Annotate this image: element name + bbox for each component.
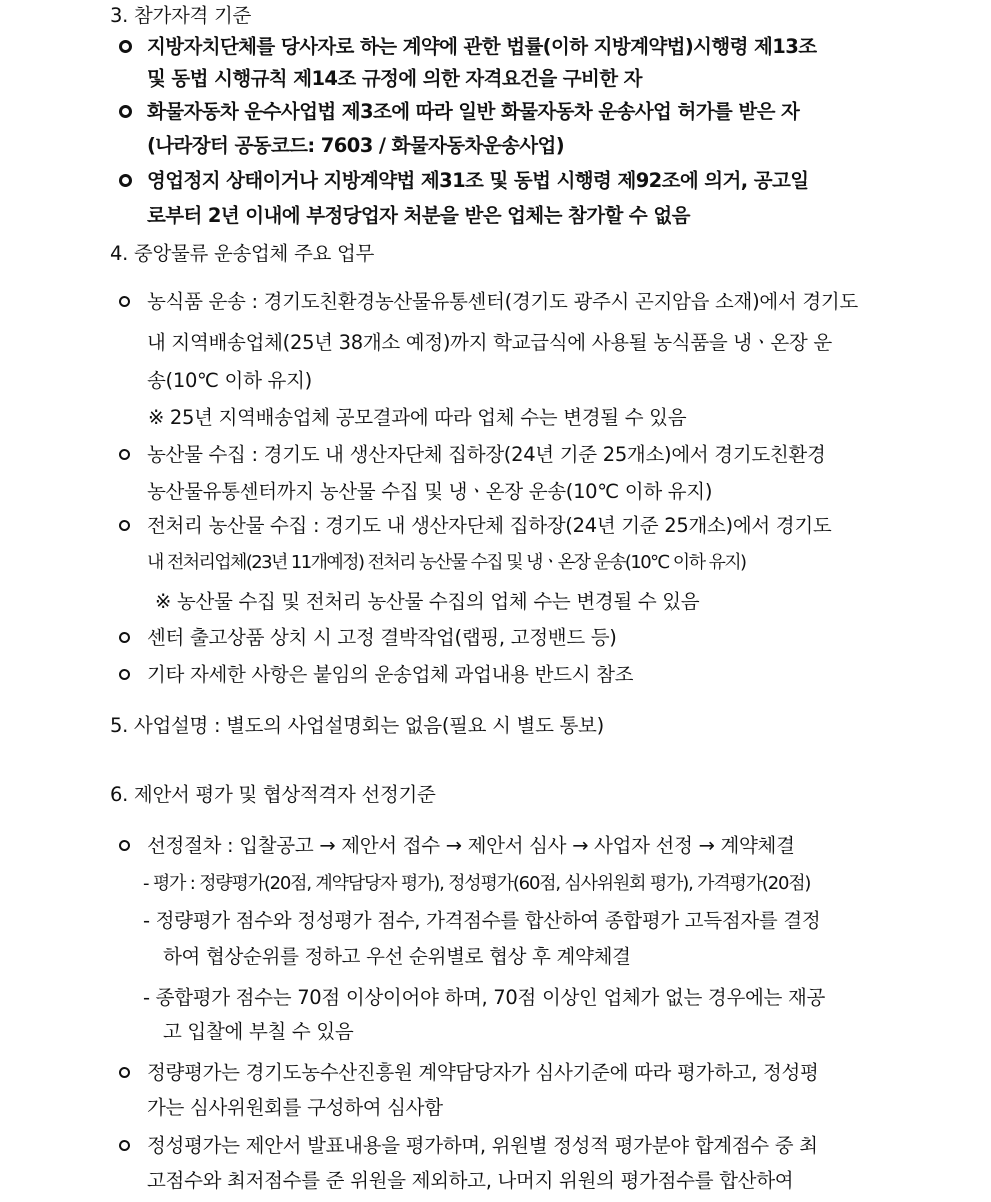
section-6-dash-1: - 평가 : 정량평가(20점, 계약담당자 평가), 정성평가(60점, 심사위원회 평가), 가격평가(20점) [143, 873, 811, 894]
bullet-circle-icon [119, 1067, 130, 1078]
section-4-item-3-line-1: 전처리 농산물 수집 : 경기도 내 생산자단체 집하장(24년 기준 25개소)에서 경기도 [147, 514, 832, 537]
bullet-circle-icon [119, 840, 130, 851]
bullet-circle-icon [119, 105, 132, 118]
section-6-item-3-line-2: 고점수와 최저점수를 준 위원을 제외하고, 나머지 위원의 평가점수를 합산하여 [147, 1169, 794, 1192]
section-5-heading: 5. 사업설명 : 별도의 사업설명회는 없음(필요 시 별도 통보) [110, 714, 604, 737]
section-6-dash-2-line-2: 하여 협상순위를 정하고 우선 순위별로 협상 후 계약체결 [163, 945, 631, 968]
section-4-item-2-line-2: 농산물유통센터까지 농산물 수집 및 냉ㆍ온장 운송(10℃ 이하 유지) [147, 480, 713, 503]
section-3-item-2-line-1: 화물자동차 운수사업법 제3조에 따라 일반 화물자동차 운송사업 허가를 받은 자 [147, 100, 800, 123]
section-4-note-1: ※ 25년 지역배송업체 공모결과에 따라 업체 수는 변경될 수 있음 [148, 406, 687, 429]
section-3-heading: 3. 참가자격 기준 [110, 4, 252, 27]
section-4-item-2-line-1: 농산물 수집 : 경기도 내 생산자단체 집하장(24년 기준 25개소)에서 경기도친환경 [147, 443, 826, 466]
section-6-item-1: 선정절차 : 입찰공고 → 제안서 접수 → 제안서 심사 → 사업자 선정 → 계약체결 [147, 834, 795, 857]
section-4-item-3-line-2: 내 전처리업체(23년 11개예정) 전처리 농산물 수집 및 냉ㆍ온장 운송(10℃ 이하 유지) [147, 552, 746, 573]
section-6-heading: 6. 제안서 평가 및 협상적격자 선정기준 [110, 783, 436, 806]
bullet-circle-icon [119, 40, 132, 53]
section-4-item-4: 센터 출고상품 상치 시 고정 결박작업(랩핑, 고정밴드 등) [147, 626, 617, 649]
bullet-circle-icon [119, 174, 132, 187]
bullet-circle-icon [119, 669, 130, 680]
bullet-circle-icon [119, 449, 130, 460]
section-3-item-1-line-1: 지방자치단체를 당사자로 하는 계약에 관한 법률(이하 지방계약법)시행령 제13조 [147, 35, 817, 58]
section-3-item-3-line-1: 영업정지 상태이거나 지방계약법 제31조 및 동법 시행령 제92조에 의거, 공고일 [147, 169, 809, 192]
section-6-item-3-line-1: 정성평가는 제안서 발표내용을 평가하며, 위원별 정성적 평가분야 합계점수 중 최 [147, 1134, 818, 1157]
section-6-item-2-line-2: 가는 심사위원회를 구성하여 심사함 [147, 1096, 443, 1119]
section-3-item-3-line-2: 로부터 2년 이내에 부정당업자 처분을 받은 업체는 참가할 수 없음 [147, 204, 690, 227]
section-6-dash-2-line-1: - 정량평가 점수와 정성평가 점수, 가격점수를 합산하여 종합평가 고득점자를 결정 [143, 909, 821, 932]
section-4-item-5: 기타 자세한 사항은 붙임의 운송업체 과업내용 반드시 참조 [147, 663, 634, 686]
bullet-circle-icon [119, 296, 130, 307]
section-3-item-2-line-2: (나라장터 공동코드: 7603 / 화물자동차운송사업) [147, 134, 565, 157]
section-6-dash-3-line-2: 고 입찰에 부칠 수 있음 [163, 1020, 354, 1043]
section-4-item-1-line-2: 내 지역배송업체(25년 38개소 예정)까지 학교급식에 사용될 농식품을 냉ㆍ온장 운 [147, 331, 832, 354]
section-4-item-1-line-1: 농식품 운송 : 경기도친환경농산물유통센터(경기도 광주시 곤지암읍 소재)에서 경기도 [147, 290, 858, 313]
bullet-circle-icon [119, 1140, 130, 1151]
bullet-circle-icon [119, 632, 130, 643]
section-4-note-2: ※ 농산물 수집 및 전처리 농산물 수집의 업체 수는 변경될 수 있음 [155, 590, 700, 613]
section-6-item-2-line-1: 정량평가는 경기도농수산진흥원 계약담당자가 심사기준에 따라 평가하고, 정성평 [147, 1061, 819, 1084]
section-4-heading: 4. 중앙물류 운송업체 주요 업무 [110, 242, 375, 265]
section-4-item-1-line-3: 송(10℃ 이하 유지) [147, 369, 312, 392]
section-3-item-1-line-2: 및 동법 시행규칙 제14조 규정에 의한 자격요건을 구비한 자 [147, 67, 642, 90]
section-6-dash-3-line-1: - 종합평가 점수는 70점 이상이어야 하며, 70점 이상인 업체가 없는 경우에는 재공 [143, 986, 826, 1009]
bullet-circle-icon [119, 520, 130, 531]
